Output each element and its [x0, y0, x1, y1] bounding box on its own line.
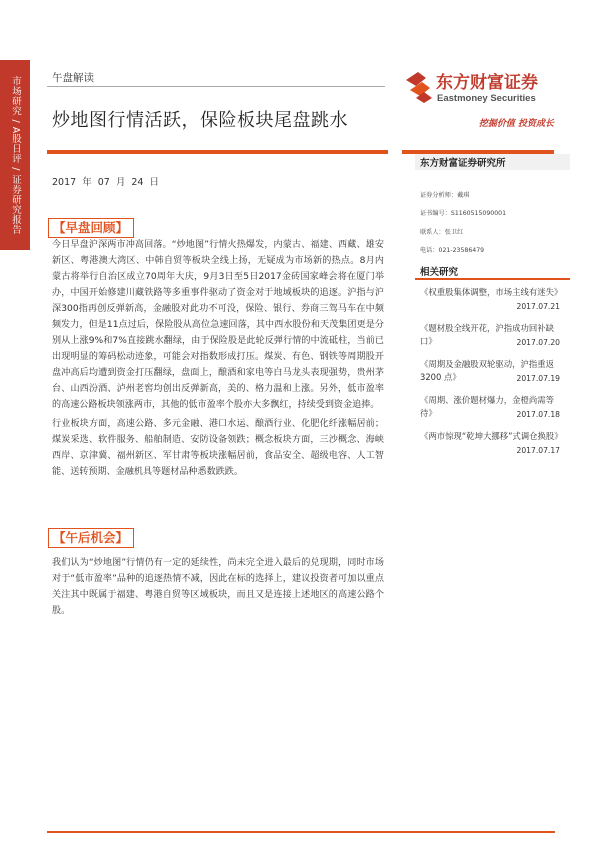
related-report-date: 2017.07.19 — [516, 374, 560, 383]
related-report-title[interactable]: 《权重股集体调整，市场主线有迷失》 — [420, 287, 563, 297]
section-heading-afternoon-opportunity: 【午后机会】 — [48, 528, 134, 548]
category-strip-text: 市场研究 / A股日评 / 证券研究报告 — [10, 75, 21, 235]
paragraph-afternoon-opportunity: 我们认为“炒地图”行情仍有一定的延续性，尚未完全进入最后的兑现期，同时市场对于“低市盈率”品种的追逐热情不减，因此在标的选择上，建议投资者可加以重点关注其中既属于福建、粤港自贸等区域板块，而且又是连接上述地区的高速公路个股。 — [52, 558, 384, 616]
related-report-date: 2017.07.20 — [516, 338, 560, 347]
brand-name-cn: 东方财富证券 — [436, 73, 538, 93]
analyst-name: 证券分析师：戴琪 — [420, 192, 470, 199]
header-divider — [47, 86, 385, 87]
report-type-label: 午盘解读 — [52, 72, 94, 84]
report-date: 2017 年 07 月 24 日 — [52, 177, 159, 188]
eastmoney-logo-icon — [404, 70, 554, 104]
institute-name: 东方财富证券研究所 — [420, 158, 506, 169]
related-report-title[interactable]: 《两市惊现“乾坤大挪移”式调仓换股》 — [420, 431, 563, 441]
logo-mark-icon — [406, 72, 432, 103]
brand-name-en: Eastmoney Securities — [437, 93, 536, 104]
title-underline-bar — [47, 150, 388, 154]
section-heading-morning-review: 【早盘回顾】 — [48, 218, 134, 238]
contact-person: 联系人：张卫红 — [420, 229, 464, 236]
paragraph-sector-summary: 行业板块方面，高速公路、多元金融、港口水运、酿酒行业、化肥化纤涨幅居前；煤炭采选、软件服务、船舶制造、安防设备领跌；概念板块方面，三沙概念、海峡西岸、京津冀、福州新区、军甘肃等板块涨幅居前，食品安全、超级电容、人工智能、送转预期、金融机具等题材品种悉数跌跌。 — [52, 419, 384, 477]
related-report-date: 2017.07.18 — [516, 410, 560, 419]
related-report-title[interactable]: 《周期、涨价题材爆力，金橙尚需等待》 — [420, 395, 554, 418]
related-report-date: 2017.07.21 — [516, 302, 560, 311]
footer-rule — [47, 831, 555, 833]
related-report-title[interactable]: 《周期及金融股双轮驱动，沪指重返 3200 点》 — [420, 359, 554, 382]
page-title: 炒地图行情活跃，保险板块尾盘跳水 — [52, 110, 348, 131]
brand-slogan: 挖掘价值 投资成长 — [478, 119, 554, 129]
related-research-divider — [415, 278, 570, 280]
certificate-number: 证书编号：S1160515090001 — [420, 210, 507, 217]
paragraph-morning-review: 今日早盘沪深两市冲高回落。“炒地图”行情火热爆发，内蒙古、福建、西藏、雄安新区、粤港澳大湾区、中韩自贸等板块全线上扬，无疑成为市场新的热点。8月内蒙古将举行自治区成立70周年大庆，9月3日至5日2017金砖国家峰会将在厦门举办，中国开始修建川藏铁路等多重事件驱动了资金对于地域板块的追逐。沪指与沪深300指再创反弹新高，金融股对此功不可没，保险、银行、券商三驾马车在中频频发力，但是11点过后，保险股从高位急速回落，其中西水股份和天茂集团更是分别从上涨9%和7%直接跳水翻绿，由于保险股是此轮反弹行情的中流砥柱，当前已出现明显的筹码松动迹象，可能会对指数形成打压。煤炭、有色、钢铁等周期股开盘冲高后均遭到资金打压翻绿，盘面上，酿酒和家电等白马龙头表现强势，贵州茅台、山西汾酒、泸州老窖均创出反弹新高，美的、格力温和上涨。另外，低市盈率的高速公路板块领涨两市，其他的低市盈率个股亦大多飘红，持续受到资金追捧。 — [52, 240, 384, 410]
related-report-date: 2017.07.17 — [516, 446, 560, 455]
related-research-title: 相关研究 — [420, 267, 459, 278]
phone-number: 电话：021-23586479 — [420, 247, 485, 254]
related-report-title[interactable]: 《题材股全线开花，沪指成功回补缺口》 — [420, 323, 554, 346]
